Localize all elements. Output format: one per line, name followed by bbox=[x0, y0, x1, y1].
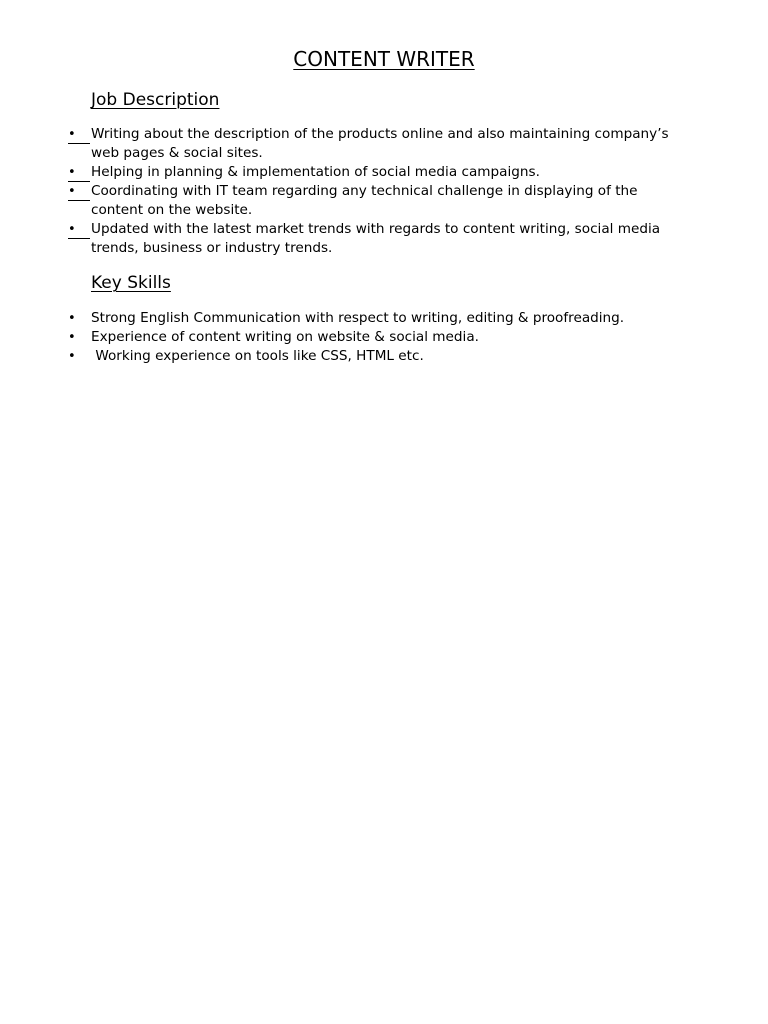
job-description-list bbox=[0, 125, 768, 258]
section-heading-job-description: Job Description bbox=[91, 90, 220, 110]
bullet-icon: • bbox=[68, 182, 90, 201]
bullet-icon: • bbox=[68, 330, 76, 345]
list-item-text: Helping in planning & implementation of social media campaigns. bbox=[91, 164, 540, 180]
list-item-text: Writing about the description of the products online and also maintaining company’s web pages & social sites. bbox=[91, 126, 669, 161]
list-item-text: Strong English Communication with respect to writing, editing & proofreading. bbox=[91, 310, 625, 326]
list-item bbox=[0, 125, 691, 163]
list-item bbox=[0, 163, 691, 182]
page-title: CONTENT WRITER bbox=[293, 47, 475, 71]
list-item bbox=[0, 328, 691, 347]
list-item-text: Coordinating with IT team regarding any technical challenge in displaying of the content on the website. bbox=[91, 183, 638, 218]
bullet-icon: • bbox=[68, 163, 90, 182]
list-item bbox=[0, 309, 691, 328]
list-item-text: Updated with the latest market trends with regards to content writing, social media trends, business or industry trends. bbox=[91, 221, 661, 256]
bullet-icon: • bbox=[68, 220, 90, 239]
bullet-icon: • bbox=[68, 311, 76, 326]
list-item bbox=[0, 182, 691, 220]
bullet-icon: • bbox=[68, 125, 90, 144]
key-skills-list bbox=[0, 309, 768, 366]
list-item-text: Working experience on tools like CSS, HTML etc. bbox=[91, 348, 424, 364]
list-item bbox=[0, 347, 691, 366]
section-heading-key-skills: Key Skills bbox=[91, 273, 171, 293]
list-item-text: Experience of content writing on website & social media. bbox=[91, 329, 479, 345]
bullet-icon: • bbox=[68, 349, 76, 364]
list-item bbox=[0, 220, 691, 258]
